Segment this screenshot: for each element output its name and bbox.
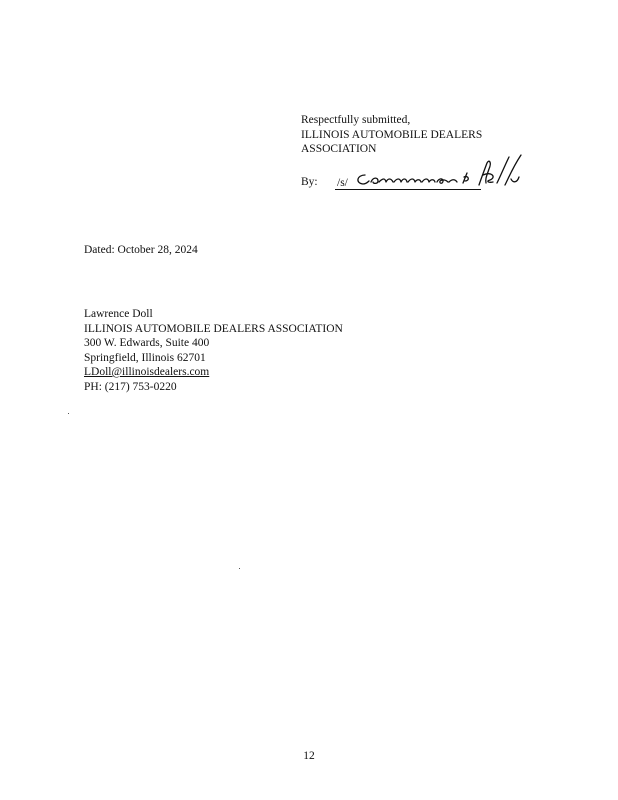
scan-speck	[68, 413, 69, 414]
contact-name: Lawrence Doll	[84, 308, 153, 320]
contact-city-state-zip: Springfield, Illinois 62701	[84, 351, 206, 364]
contact-address: 300 W. Edwards, Suite 400	[84, 337, 210, 349]
contact-block	[84, 307, 343, 394]
handwritten-signature	[351, 149, 541, 191]
contact-email-link[interactable]: LDoll@illinoisdealers.com	[84, 366, 210, 378]
organization-line-1: ILLINOIS AUTOMOBILE DEALERS	[301, 128, 483, 141]
contact-phone: PH: (217) 753-0220	[84, 380, 177, 393]
scan-speck	[239, 568, 240, 569]
page-number: 12	[303, 750, 315, 762]
by-signature-line	[301, 175, 541, 195]
organization-line-2: ASSOCIATION	[301, 143, 377, 155]
by-label: By:	[301, 176, 318, 188]
dated-line: Dated: October 28, 2024	[84, 244, 198, 256]
contact-organization: ILLINOIS AUTOMOBILE DEALERS ASSOCIATION	[84, 322, 343, 335]
signature-prefix: /s/	[337, 177, 348, 189]
closing-text: Respectfully submitted,	[301, 114, 411, 126]
